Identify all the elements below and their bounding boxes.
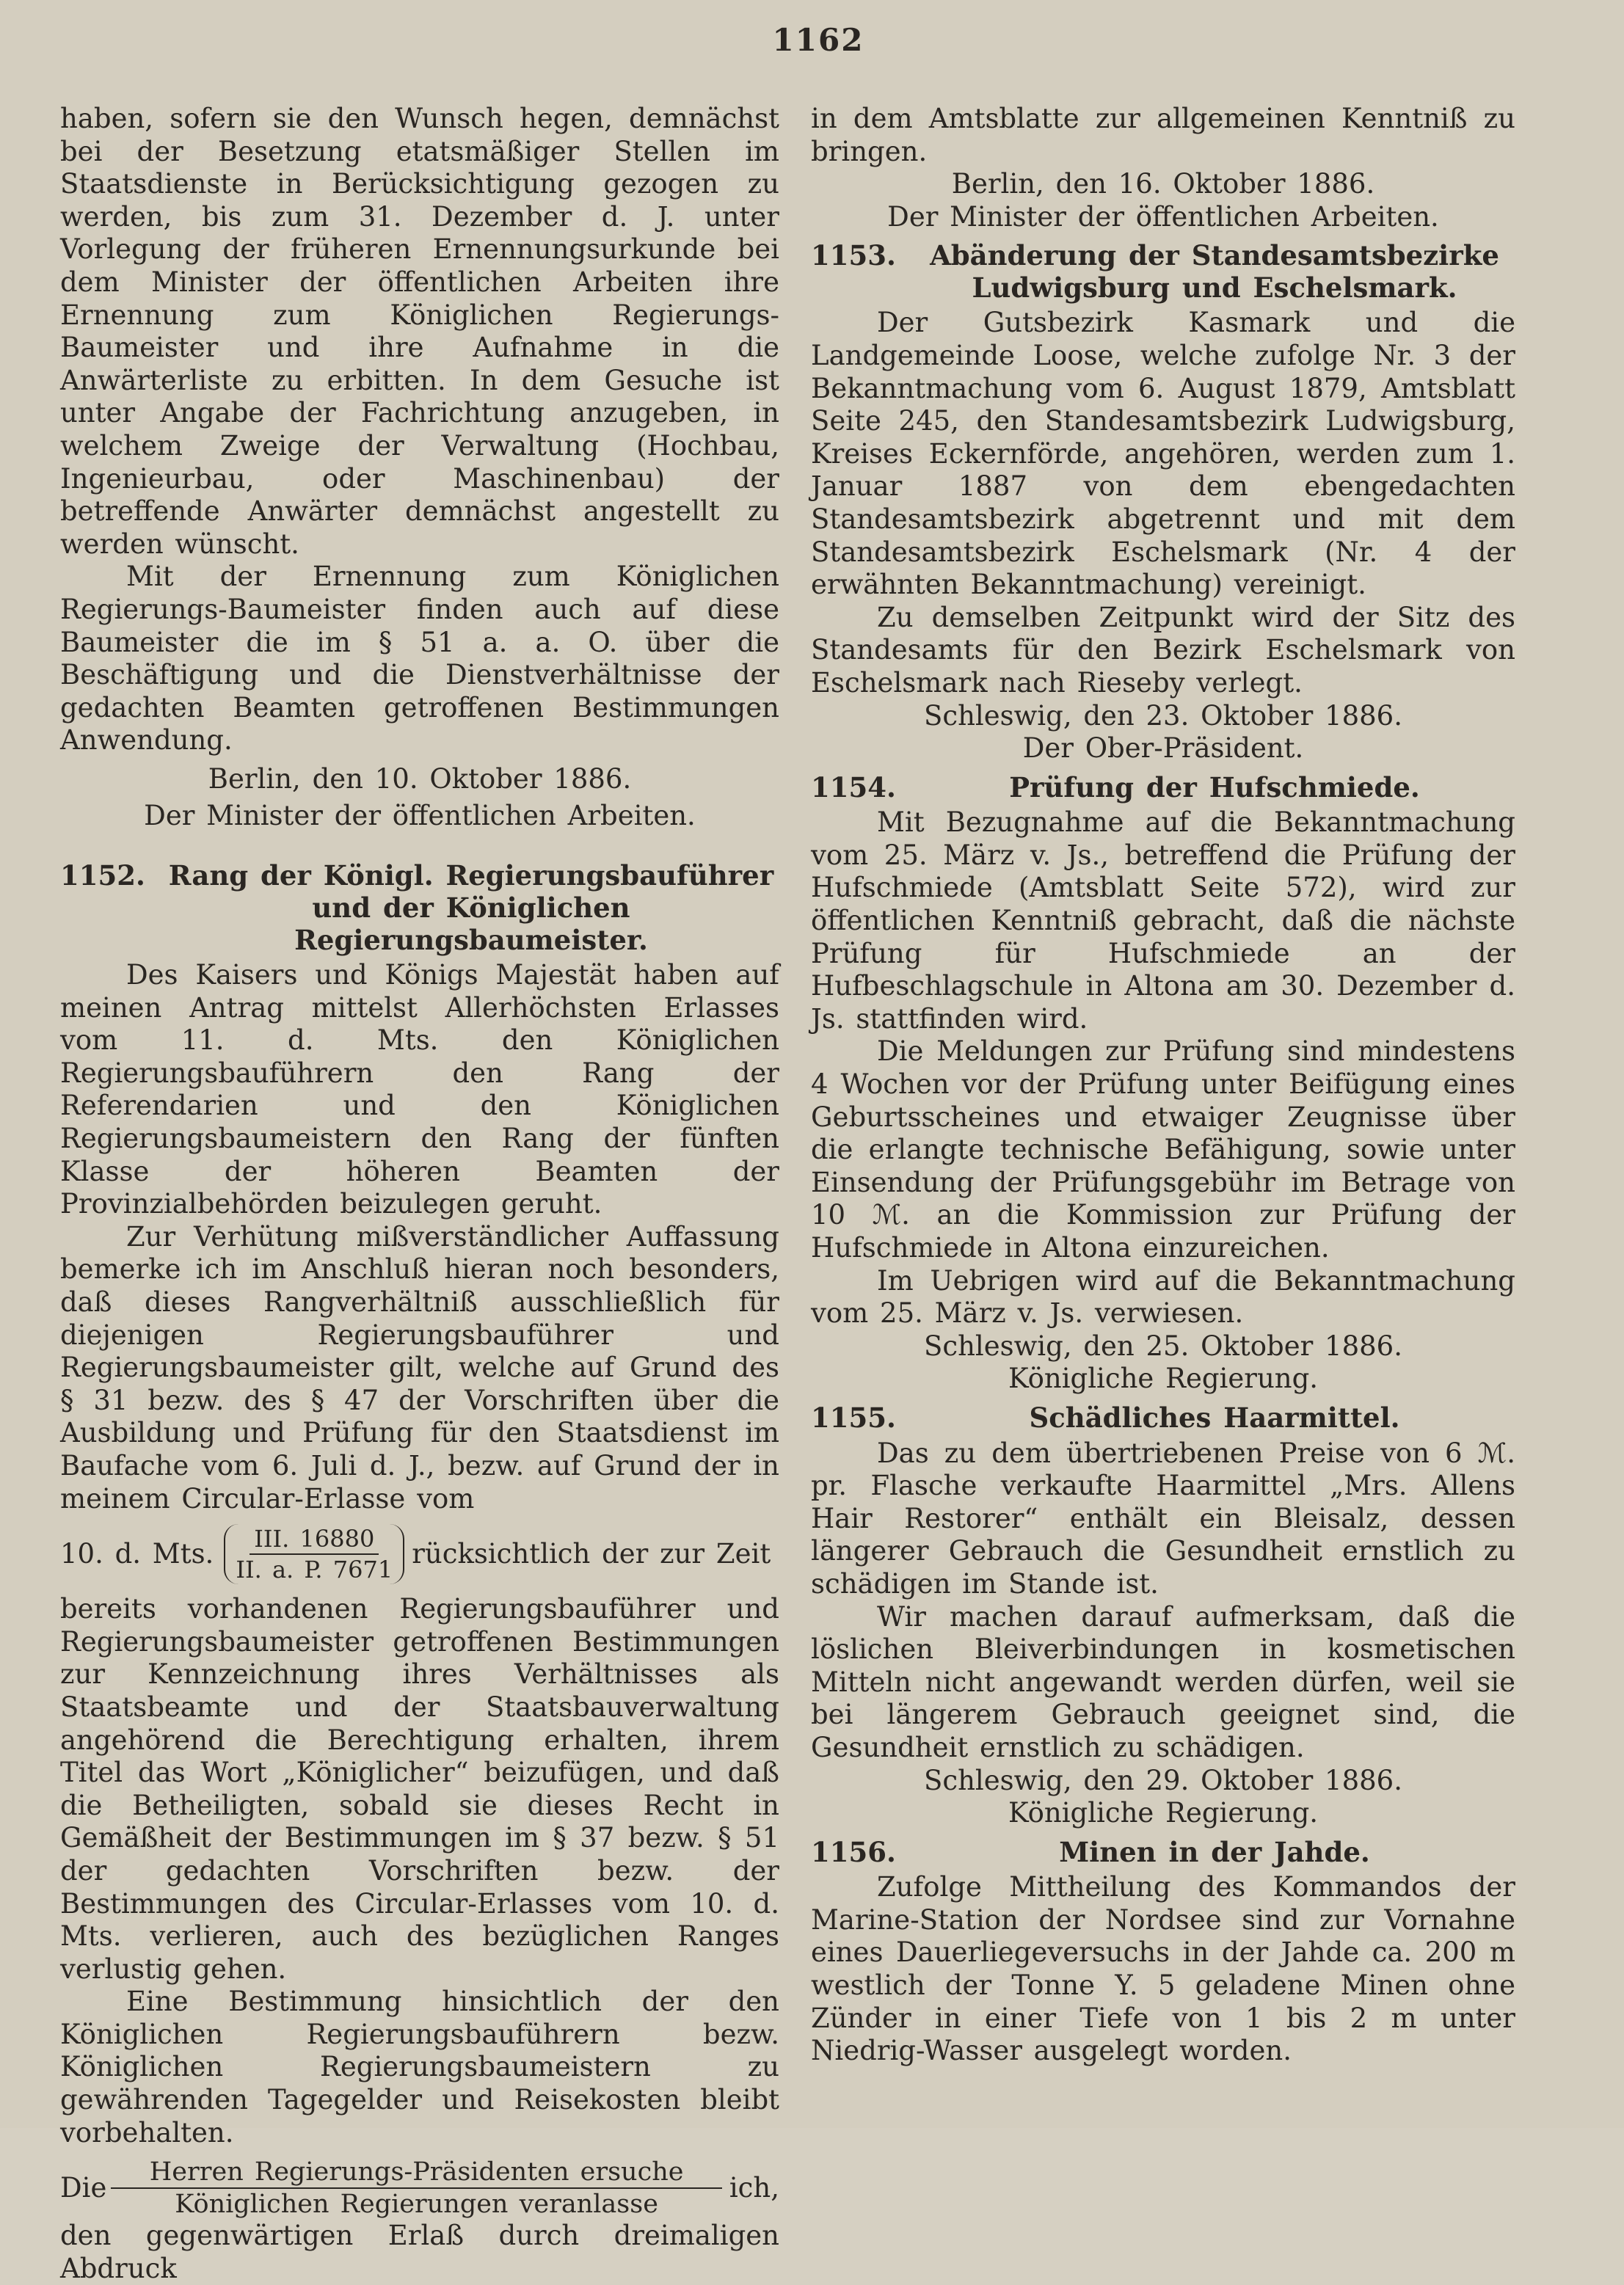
section-number: 1155. xyxy=(811,1401,896,1434)
signature: Der Minister der öffentlichen Arbeiten. xyxy=(887,200,1439,233)
reference-fraction xyxy=(224,1524,404,1584)
right-column xyxy=(811,103,1515,2068)
paragraph-continuation: bereits vorhandenen Regierungsbauführer und Regierungsbaumeister getroffenen Bestimmungen zur Kennzeichnung ihres Verhältnisses als Staatsbeamte und der Staatsbauverwaltung angehörend die Berechtigung erhalten, ihrem Titel das Wort „Königlicher“ beizufügen, und daß die Betheiligten, sobald sie dieses Recht in Gemäßheit der Bestimmungen im § 37 bezw. § 51 der gedachten Vorschriften bezw. der Bestimmungen des Circular-Erlasses vom 10. d. Mts. verlieren, auch des bezüglichen Ranges verlustig gehen. xyxy=(60,1593,779,1985)
dateline: Schleswig, den 29. Oktober 1886. xyxy=(924,1764,1402,1796)
section-title: Abänderung der Standesamtsbezirke Ludwigsburg und Eschelsmark. xyxy=(930,239,1499,305)
section-title: Minen in der Jahde. xyxy=(1059,1835,1370,1868)
intro-paragraph: haben, sofern sie den Wunsch hegen, demnächst bei der Besetzung etatsmäßiger Stellen im Staatsdienste in Berücksichtigung gezogen zu werden, bis zum 31. Dezember d. J. unter Vorlegung der früheren Ernennungsurkunde bei dem Minister der öffentlichen Arbeiten ihre Ernennung zum Königlichen Regierungs-Baumeister und ihre Aufnahme in die Anwärterliste zu erbitten. In dem Gesuche ist unter Angabe der Fachrichtung anzugeben, in welchem Zweige der Verwaltung (Hochbau, Ingenieurbau, oder Maschinenbau) der betreffende Anwärter demnächst angestellt zu werden wünscht. xyxy=(60,103,779,560)
left-column xyxy=(60,103,779,2285)
dateline: Berlin, den 10. Oktober 1886. xyxy=(208,762,632,795)
fraction-trail: rücksichtlich der zur Zeit xyxy=(412,1537,771,1570)
carry-over-text: in dem Amtsblatte zur allgemeinen Kenntniß zu bringen. xyxy=(811,103,1515,167)
paragraph: Zufolge Mittheilung des Kommandos der Marine-Station der Nordsee sind zur Vornahne eines Dauerliegeversuchs in der Jahde ca. 200 m westlich der Tonne Y. 5 geladene Minen ohne Zünder in einer Tiefe von 1 bis 2 m unter Niedrig-Wasser ausgelegt worden. xyxy=(811,1871,1515,2067)
paragraph: Zur Verhütung mißverständlicher Auffassung bemerke ich im Anschluß hieran noch besonders, daß dieses Rangverhältniß ausschließlich für diejenigen Regierungsbauführer und Regierungsbaumeister gilt, welche auf Grund des § 31 bezw. des § 47 der Vorschriften über die Ausbildung und Prüfung für den Staatsdienst im Baufache vom 6. Juli d. J., bezw. auf Grund der in meinem Circular-Erlasse vom xyxy=(60,1220,779,1515)
section-number: 1154. xyxy=(811,770,896,803)
fraction-numerator: III. 16880 xyxy=(250,1524,379,1555)
paragraph: Mit Bezugnahme auf die Bekanntmachung vom 25. März v. Js., betreffend die Prüfung der Hufschmiede (Amtsblatt Seite 572), wird zur öffentlichen Kenntniß gebracht, daß die nächste Prüfung für Hufschmiede an der Hufbeschlagschule in Altona am 30. Dezember d. Js. stattfinden wird. xyxy=(811,806,1515,1035)
paragraph: Die Meldungen zur Prüfung sind mindestens 4 Wochen vor der Prüfung unter Beifügung eines Geburtsscheines und etwaiger Zeugnisse über die erlangte technische Befähigung, sowie unter Einsendung der Prüfungsgebühr im Betrage von 10 ℳ. an die Kommission zur Prüfung der Hufschmiede in Altona einzureichen. xyxy=(811,1035,1515,1264)
dateline: Schleswig, den 23. Oktober 1886. xyxy=(924,699,1402,732)
section-title: Schädliches Haarmittel. xyxy=(1029,1401,1400,1434)
dateline: Schleswig, den 25. Oktober 1886. xyxy=(924,1330,1402,1362)
dateline: Berlin, den 16. Oktober 1886. xyxy=(951,168,1375,200)
paragraph: Der Gutsbezirk Kasmark und die Landgemeinde Loose, welche zufolge Nr. 3 der Bekanntmachung vom 6. August 1879, Amtsblatt Seite 245, den Standesamtsbezirk Ludwigsburg, Kreises Eckernförde, angehören, werden zum 1. Januar 1887 von dem ebengedachten Standesamtsbezirk abgetrennt und mit dem Standesamtsbezirk Eschelsmark (Nr. 4 der erwähnten Bekanntmachung) vereinigt. xyxy=(811,307,1515,601)
section-title: Rang der Königl. Regierungsbauführer und der Königlichen Regierungsbaumeister. xyxy=(168,859,774,957)
paragraph: Das zu dem übertriebenen Preise von 6 ℳ. pr. Flasche verkaufte Haarmittel „Mrs. Allens Hair Restorer“ enthält ein Bleisalz, dessen längerer Gebrauch die Gesundheit ernstlich zu schädigen im Stande ist. xyxy=(811,1437,1515,1600)
signature: Der Minister der öffentlichen Arbeiten. xyxy=(144,800,696,832)
section-1155-heading xyxy=(811,1402,1515,1435)
signature: Königliche Regierung. xyxy=(1008,1363,1319,1395)
section-title: Prüfung der Hufschmiede. xyxy=(1009,770,1420,803)
choice-top: Herren Regierungs-Präsidenten ersuche xyxy=(111,2157,721,2189)
fraction-line xyxy=(60,1524,779,1584)
choice-bottom: Königlichen Regierungen veranlasse xyxy=(175,2190,658,2220)
choice-line xyxy=(60,2157,779,2220)
paragraph-end: den gegenwärtigen Erlaß durch dreimaligen Abdruck xyxy=(60,2220,779,2284)
section-number: 1156. xyxy=(811,1835,896,1868)
page-number: 1162 xyxy=(772,22,864,58)
section-1152-heading xyxy=(60,859,779,956)
choice-suffix: ich, xyxy=(729,2171,779,2204)
section-number: 1153. xyxy=(811,239,896,272)
section-number: 1152. xyxy=(60,859,145,892)
paragraph: Eine Bestimmung hinsichtlich der den Königlichen Regierungsbauführern bezw. Königlichen Regierungsbaumeistern zu gewährenden Tagegelder und Reisekosten bleibt vorbehalten. xyxy=(60,1986,779,2149)
paragraph: Wir machen darauf aufmerksam, daß die löslichen Bleiverbindungen in kosmetischen Mitteln nicht angewandt werden dürfen, weil sie bei längerem Gebrauch geeignet sind, die Gesundheit ernstlich zu schädigen. xyxy=(811,1600,1515,1763)
paragraph: Im Uebrigen wird auf die Bekanntmachung vom 25. März v. Js. verwiesen. xyxy=(811,1264,1515,1330)
choice-prefix: Die xyxy=(60,2171,107,2204)
signature: Königliche Regierung. xyxy=(1008,1797,1319,1829)
paragraph: Zu demselben Zeitpunkt wird der Sitz des Standesamts für den Bezirk Eschelsmark von Eschelsmark nach Rieseby verlegt. xyxy=(811,601,1515,699)
address-choice xyxy=(111,2157,721,2220)
signature: Der Ober-Präsident. xyxy=(1022,732,1304,765)
fraction-denominator: II. a. P. 7671 xyxy=(236,1556,393,1584)
paragraph: Mit der Ernennung zum Königlichen Regierungs-Baumeister finden auch auf diese Baumeister die im § 51 a. a. O. über die Beschäftigung und die Dienstverhältnisse der gedachten Beamten getroffenen Bestimmungen Anwendung. xyxy=(60,561,779,757)
paragraph: Des Kaisers und Königs Majestät haben auf meinen Antrag mittelst Allerhöchsten Erlasses vom 11. d. Mts. den Königlichen Regierungsbauführern den Rang der Referendarien und den Königlichen Regierungsbaumeistern den Rang der fünften Klasse der höheren Beamten der Provinzialbehörden beizulegen geruht. xyxy=(60,959,779,1220)
section-1154-heading xyxy=(811,771,1515,804)
fraction-lead: 10. d. Mts. xyxy=(60,1537,214,1570)
section-1156-heading xyxy=(811,1836,1515,1869)
section-1153-heading xyxy=(811,239,1515,304)
